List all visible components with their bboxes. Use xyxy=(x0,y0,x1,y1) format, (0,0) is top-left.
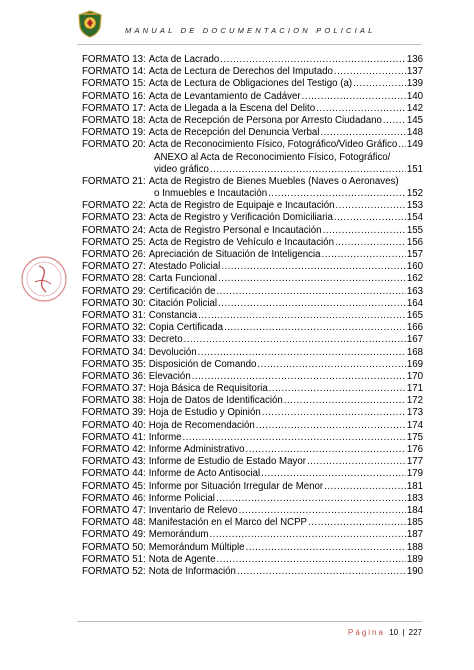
toc-dot-leader xyxy=(246,542,406,554)
toc-entry[interactable] xyxy=(82,103,423,115)
toc-entry-code: FORMATO 28: xyxy=(82,273,146,285)
toc-dot-leader xyxy=(216,493,406,505)
toc-entry-title: Acta de Registro de Vehículo e Incautación xyxy=(148,236,334,248)
toc-entry[interactable] xyxy=(82,139,423,151)
toc-entry-title: Acta de Llegada a la Escena del Delito xyxy=(148,102,316,114)
toc-entry-title: Constancia xyxy=(148,309,198,321)
toc-entry-code: FORMATO 43: xyxy=(82,456,146,468)
toc-entry-code: FORMATO 27: xyxy=(82,261,146,273)
toc-dot-leader xyxy=(210,164,406,176)
toc-entry-page: 153 xyxy=(406,200,423,212)
toc-entry[interactable] xyxy=(82,237,423,249)
toc-entry-code: FORMATO 14: xyxy=(82,66,146,78)
toc-entry-page: 139 xyxy=(406,78,423,90)
toc-entry-code: FORMATO 38: xyxy=(82,395,146,407)
toc-dot-leader xyxy=(239,505,406,517)
toc-entry-code: FORMATO 18: xyxy=(82,114,146,126)
toc-entry-page: 175 xyxy=(406,431,423,443)
toc-entry-title: Hoja de Estudio y Opinión xyxy=(148,407,261,419)
toc-entry-page: 171 xyxy=(406,383,423,395)
toc-entry[interactable] xyxy=(82,395,423,407)
toc-dot-leader xyxy=(246,444,406,456)
toc-entry-title: Acta de Reconocimiento Físico, Fotográfico/Video Gráfico xyxy=(148,139,398,151)
toc-entry-code: FORMATO 49: xyxy=(82,529,146,541)
toc-entry-page: 176 xyxy=(406,444,423,455)
toc-entry-title: Acta de Registro Personal e Incautación xyxy=(148,224,322,236)
toc-entry-code: FORMATO 19: xyxy=(82,127,146,139)
toc-entry[interactable] xyxy=(82,383,423,395)
toc-entry[interactable] xyxy=(82,249,423,261)
toc-entry-code: FORMATO 45: xyxy=(82,480,146,492)
toc-entry-code: FORMATO 32: xyxy=(82,322,146,334)
toc-dot-leader xyxy=(209,529,405,541)
toc-entry-page: 155 xyxy=(406,224,423,236)
toc-dot-leader xyxy=(334,212,406,224)
footer-page-label: Página xyxy=(348,628,385,637)
footer-separator: | xyxy=(402,628,405,637)
toc-dot-leader xyxy=(216,286,405,298)
toc-entry-code: FORMATO 48: xyxy=(82,517,146,529)
toc-entry-code: FORMATO 24: xyxy=(82,224,146,236)
toc-entry-page: 173 xyxy=(406,407,423,419)
toc-entry-page: 169 xyxy=(406,358,423,370)
toc-entry-page: 160 xyxy=(406,261,423,273)
toc-entry-title: Informe de Acto Antisocial xyxy=(148,468,261,480)
toc-entry[interactable] xyxy=(82,420,423,432)
toc-entry-code: FORMATO 29: xyxy=(82,285,146,297)
toc-entry[interactable] xyxy=(82,493,423,505)
toc-entry-code: FORMATO 15: xyxy=(82,78,146,90)
toc-entry[interactable] xyxy=(82,554,423,566)
toc-entry-title: Memorándum xyxy=(148,529,209,541)
footer-total-pages: 227 xyxy=(408,628,422,637)
toc-entry-title: Inventario de Relevo xyxy=(148,504,238,516)
toc-dot-leader xyxy=(198,310,406,322)
toc-entry-title: Acta de Lectura de Obligaciones del Testigo (a) xyxy=(148,78,353,90)
toc-entry-page: 140 xyxy=(406,90,423,102)
toc-entry-title: Disposición de Comando xyxy=(148,358,257,370)
toc-entry-page: 179 xyxy=(406,468,423,480)
toc-entry-page: 165 xyxy=(406,309,423,321)
toc-entry-code: FORMATO 21: xyxy=(82,175,146,187)
toc-entry[interactable] xyxy=(82,286,423,298)
toc-entry-title: Informe xyxy=(148,431,182,443)
toc-dot-leader xyxy=(256,420,406,432)
toc-entry-page: 151 xyxy=(406,163,423,175)
toc-dot-leader xyxy=(217,554,406,566)
toc-entry-title: Apreciación de Situación de Inteligencia xyxy=(148,249,321,260)
toc-entry[interactable] xyxy=(82,91,423,103)
toc-entry-code: FORMATO 44: xyxy=(82,468,146,480)
toc-entry-code: FORMATO 37: xyxy=(82,383,146,395)
document-title: MANUAL DE DOCUMENTACION POLICIAL xyxy=(125,26,376,35)
toc-entry-page: 136 xyxy=(406,54,423,65)
toc-entry-page: 154 xyxy=(406,212,423,224)
footer-page-number: 10 xyxy=(389,628,399,637)
toc-entry[interactable] xyxy=(82,54,423,66)
toc-entry[interactable] xyxy=(82,127,423,139)
toc-entry-title: Certificación de xyxy=(148,285,216,297)
toc-entry-page: 181 xyxy=(406,480,423,492)
toc-entry-page: 189 xyxy=(406,553,423,565)
toc-entry[interactable] xyxy=(82,115,423,127)
toc-dot-leader xyxy=(308,517,406,529)
toc-entry-page: 168 xyxy=(406,346,423,358)
toc-entry[interactable] xyxy=(82,78,423,90)
toc-entry-code: FORMATO 36: xyxy=(82,370,146,382)
toc-entry[interactable] xyxy=(82,298,423,310)
toc-entry-code: FORMATO 13: xyxy=(82,54,146,65)
toc-entry-page: 185 xyxy=(406,517,423,529)
toc-dot-leader xyxy=(353,78,406,90)
toc-entry[interactable] xyxy=(82,407,423,419)
toc-entry[interactable] xyxy=(82,310,423,322)
toc-entry-code: FORMATO 39: xyxy=(82,407,146,419)
header-divider xyxy=(77,44,422,45)
toc-dot-leader xyxy=(284,395,406,407)
toc-entry-title: Elevación xyxy=(148,370,191,382)
toc-dot-leader xyxy=(237,566,406,578)
toc-entry-code: FORMATO 26: xyxy=(82,249,146,260)
toc-entry[interactable] xyxy=(82,152,423,164)
toc-entry-title: o Inmuebles e Incautación xyxy=(154,188,268,200)
table-of-contents xyxy=(82,54,423,578)
toc-dot-leader xyxy=(307,456,406,468)
toc-entry-code: FORMATO 42: xyxy=(82,444,146,455)
toc-entry-title: Atestado Policial xyxy=(148,261,221,273)
toc-dot-leader xyxy=(383,115,406,127)
toc-dot-leader xyxy=(221,261,406,273)
toc-dot-leader xyxy=(336,200,406,212)
toc-entry[interactable] xyxy=(82,164,423,176)
toc-dot-leader xyxy=(302,91,406,103)
toc-entry-code: FORMATO 51: xyxy=(82,553,146,565)
toc-entry[interactable] xyxy=(82,176,423,188)
toc-entry-title: Hoja de Recomendación xyxy=(148,419,255,431)
toc-entry-page: 172 xyxy=(406,395,423,407)
toc-entry-page: 174 xyxy=(406,419,423,431)
toc-dot-leader xyxy=(218,298,406,310)
toc-entry-title: Acta de Recepción del Denuncia Verbal xyxy=(148,127,320,139)
toc-entry-page: 137 xyxy=(406,66,423,78)
toc-entry[interactable] xyxy=(82,66,423,78)
toc-entry[interactable] xyxy=(82,188,423,200)
toc-entry[interactable] xyxy=(82,371,423,383)
toc-entry[interactable] xyxy=(82,444,423,456)
toc-entry-title: ANEXO al Acta de Reconocimiento Físico, Fotográfico/ xyxy=(154,151,391,163)
toc-dot-leader xyxy=(183,432,406,444)
toc-entry[interactable] xyxy=(82,481,423,493)
toc-entry-page: 156 xyxy=(406,236,423,248)
toc-entry-code: FORMATO 47: xyxy=(82,504,146,516)
toc-dot-leader xyxy=(320,127,405,139)
toc-entry-title: Acta de Registro y Verificación Domiciliaria xyxy=(148,212,333,224)
toc-entry-title: Copia Certificada xyxy=(148,322,224,334)
toc-entry-code: FORMATO 52: xyxy=(82,565,146,577)
toc-entry[interactable] xyxy=(82,529,423,541)
toc-entry-title: Acta de Recepción de Persona por Arresto Ciudadano xyxy=(148,114,382,126)
toc-entry-page: 167 xyxy=(406,334,423,346)
toc-entry-title: Hoja Básica de Requisitoria xyxy=(148,383,268,395)
toc-dot-leader xyxy=(269,383,406,395)
toc-entry[interactable] xyxy=(82,322,423,334)
toc-dot-leader xyxy=(224,322,406,334)
toc-dot-leader xyxy=(334,66,406,78)
toc-entry-page: 164 xyxy=(406,297,423,309)
toc-dot-leader xyxy=(220,54,406,66)
toc-entry-code: FORMATO 33: xyxy=(82,334,146,346)
toc-dot-leader xyxy=(398,139,406,151)
page-footer xyxy=(348,628,422,637)
toc-entry-title: Acta de Registro de Equipaje e Incautación xyxy=(148,200,335,212)
toc-entry-page: 148 xyxy=(406,127,423,139)
toc-entry-code: FORMATO 25: xyxy=(82,236,146,248)
toc-entry-page: 162 xyxy=(406,273,423,285)
toc-entry-page: 142 xyxy=(406,102,423,114)
toc-entry-code: FORMATO 50: xyxy=(82,541,146,553)
official-stamp-icon xyxy=(19,254,69,304)
toc-dot-leader xyxy=(268,188,406,200)
toc-entry-page: 163 xyxy=(406,285,423,297)
toc-entry-page: 183 xyxy=(406,492,423,504)
toc-dot-leader xyxy=(322,249,406,261)
toc-dot-leader xyxy=(335,237,406,249)
toc-dot-leader xyxy=(261,468,406,480)
toc-entry-page: 170 xyxy=(406,370,423,382)
toc-entry[interactable] xyxy=(82,566,423,578)
toc-entry-code: FORMATO 23: xyxy=(82,212,146,224)
toc-entry-title: Informe Administrativo xyxy=(148,444,245,455)
toc-entry-page: 177 xyxy=(406,456,423,468)
toc-dot-leader xyxy=(257,359,405,371)
toc-entry[interactable] xyxy=(82,200,423,212)
toc-entry[interactable] xyxy=(82,347,423,359)
toc-entry[interactable] xyxy=(82,517,423,529)
toc-entry-title: Carta Funcional xyxy=(148,273,218,285)
toc-entry-code: FORMATO 20: xyxy=(82,139,146,151)
toc-entry-code: FORMATO 46: xyxy=(82,492,146,504)
toc-entry-page: 187 xyxy=(406,529,423,541)
toc-entry[interactable] xyxy=(82,542,423,554)
toc-entry-code: FORMATO 17: xyxy=(82,102,146,114)
toc-dot-leader xyxy=(218,273,406,285)
toc-entry-title: Acta de Levantamiento de Cadáver xyxy=(148,90,301,102)
toc-entry[interactable] xyxy=(82,456,423,468)
toc-entry-title: Decreto xyxy=(148,334,183,346)
toc-entry-page: 184 xyxy=(406,504,423,516)
toc-entry-title: Acta de Lacrado xyxy=(148,54,220,65)
toc-entry-title: Nota de Agente xyxy=(148,553,216,565)
toc-entry-title: video gráfico xyxy=(154,163,209,175)
toc-dot-leader xyxy=(198,347,406,359)
toc-entry-title: Informe de Estudio de Estado Mayor xyxy=(148,456,306,468)
toc-entry-title: Devolución xyxy=(148,346,197,358)
toc-entry-page: 190 xyxy=(406,565,423,577)
toc-entry-code: FORMATO 30: xyxy=(82,297,146,309)
toc-entry-title: Citación Policial xyxy=(148,297,218,309)
toc-entry-page: 152 xyxy=(406,188,423,200)
toc-entry[interactable] xyxy=(82,334,423,346)
toc-entry[interactable] xyxy=(82,225,423,237)
toc-entry-code: FORMATO 40: xyxy=(82,419,146,431)
toc-entry-title: Acta de Registro de Bienes Muebles (Naves o Aeronaves) xyxy=(148,175,399,187)
toc-entry[interactable] xyxy=(82,359,423,371)
toc-entry-page: 166 xyxy=(406,322,423,334)
toc-dot-leader xyxy=(324,481,406,493)
toc-entry-title: Manifestación en el Marco del NCPP xyxy=(148,517,308,529)
toc-entry-title: Informe Policial xyxy=(148,492,215,504)
toc-entry-code: FORMATO 41: xyxy=(82,431,146,443)
toc-entry[interactable] xyxy=(82,212,423,224)
toc-entry-page: 188 xyxy=(406,541,423,553)
toc-entry[interactable] xyxy=(82,273,423,285)
toc-entry-code: FORMATO 35: xyxy=(82,358,146,370)
toc-entry-page: 149 xyxy=(406,139,423,151)
toc-entry[interactable] xyxy=(82,432,423,444)
toc-entry-page: 157 xyxy=(406,249,423,260)
toc-dot-leader xyxy=(323,225,406,237)
footer-divider xyxy=(77,621,422,622)
toc-dot-leader xyxy=(316,103,406,115)
toc-entry[interactable] xyxy=(82,468,423,480)
police-emblem-icon xyxy=(77,10,103,38)
toc-entry-page: 145 xyxy=(406,114,423,126)
toc-entry-code: FORMATO 31: xyxy=(82,309,146,321)
toc-entry-code: FORMATO 22: xyxy=(82,200,146,212)
toc-entry[interactable] xyxy=(82,261,423,273)
toc-entry[interactable] xyxy=(82,505,423,517)
page-header xyxy=(0,0,474,50)
toc-entry-code: FORMATO 16: xyxy=(82,90,146,102)
toc-entry-code: FORMATO 34: xyxy=(82,346,146,358)
toc-entry-title: Hoja de Datos de Identificación xyxy=(148,395,283,407)
toc-entry-title: Memorándum Múltiple xyxy=(148,541,245,553)
toc-entry-title: Acta de Lectura de Derechos del Imputado xyxy=(148,66,333,78)
toc-dot-leader xyxy=(192,371,406,383)
toc-dot-leader xyxy=(184,334,406,346)
toc-dot-leader xyxy=(262,407,406,419)
toc-entry-title: Informe por Situación Irregular de Menor xyxy=(148,480,324,492)
toc-entry-title: Nota de Información xyxy=(148,565,236,577)
